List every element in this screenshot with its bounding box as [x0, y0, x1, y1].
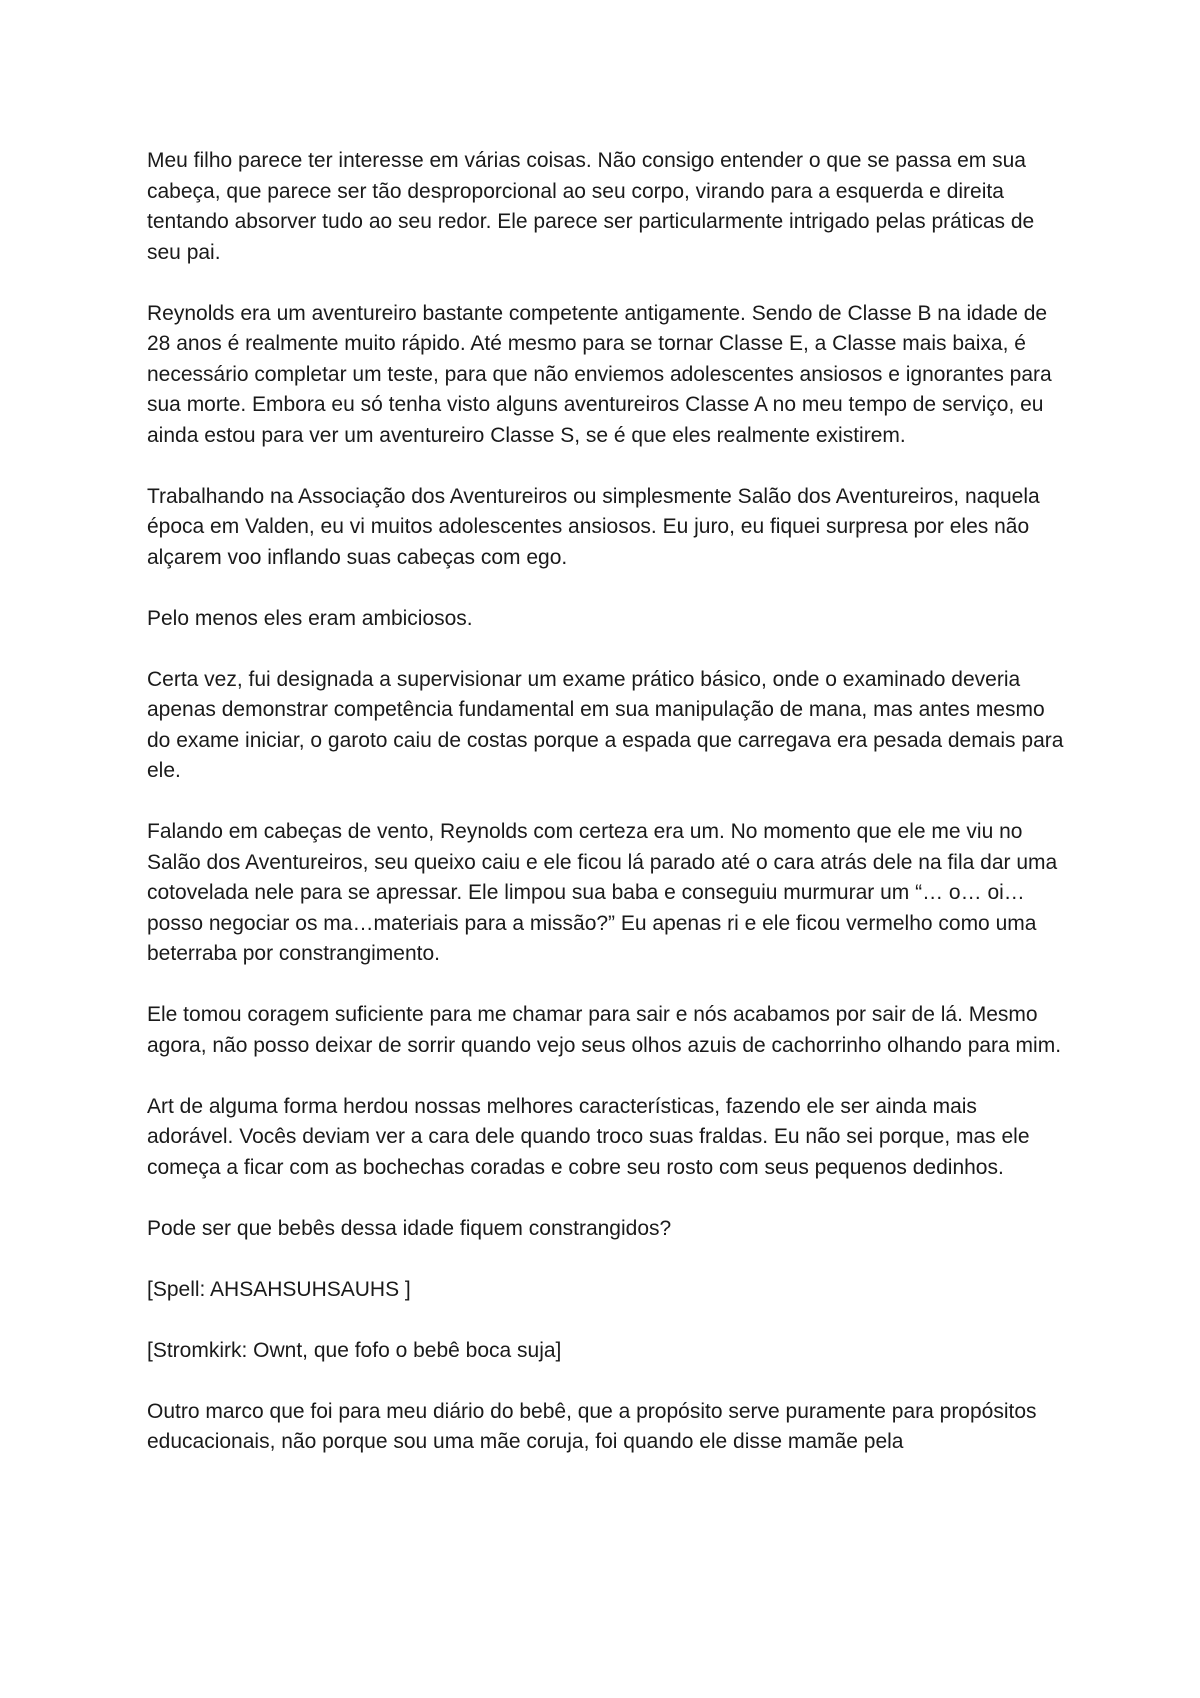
paragraph-12: Outro marco que foi para meu diário do bebê, que a propósito serve puramente para propósitos educacionais, não porque sou uma mãe coruja, foi quando ele disse mamãe pela: [147, 1399, 1037, 1453]
paragraph-1: Meu filho parece ter interesse em várias coisas. Não consigo entender o que se passa em sua cabeça, que parece ser tão desproporcional ao seu corpo, virando para a esquerda e direita tentando absorver tudo ao seu redor. Ele parece ser particularmente intrigado pelas práticas de seu pai.: [147, 149, 1035, 264]
paragraph-6: Falando em cabeças de vento, Reynolds com certeza era um. No momento que ele me viu no Salão dos Aventureiros, seu queixo caiu e ele ficou lá parado até o cara atrás dele na fila dar uma cotovelada nele para se apressar. Ele limpou sua baba e conseguiu murmurar um “… o… oi… posso negociar os ma…materiais para a missão?” Eu apenas ri e ele ficou vermelho como uma beterraba por constrangimento.: [147, 820, 1058, 965]
paragraph-7: Ele tomou coragem suficiente para me chamar para sair e nós acabamos por sair de lá. Mesmo agora, não posso deixar de sorrir quando vejo seus olhos azuis de cachorrinho olhando para mim.: [147, 1003, 1062, 1057]
document-body: [147, 146, 1067, 1458]
paragraph-2: Reynolds era um aventureiro bastante competente antigamente. Sendo de Classe B na idade de 28 anos é realmente muito rápido. Até mesmo para se tornar Classe E, a Classe mais baixa, é necessário completar um teste, para que não enviemos adolescentes ansiosos e ignorantes para sua morte. Embora eu só tenha visto alguns aventureiros Classe A no meu tempo de serviço, eu ainda estou para ver um aventureiro Classe S, se é que eles realmente existirem.: [147, 301, 1052, 447]
stromkirk-note: [Stromkirk: Ownt, que fofo o bebê boca suja]: [147, 1338, 562, 1362]
paragraph-8: Art de alguma forma herdou nossas melhores características, fazendo ele ser ainda mais adorável. Vocês deviam ver a cara dele quando troco suas fraldas. Eu não sei porque, mas ele começa a ficar com as bochechas coradas e cobre seu rosto com seus pequenos dedinhos.: [147, 1094, 1030, 1179]
paragraph-5: Certa vez, fui designada a supervisionar um exame prático básico, onde o examinado deveria apenas demonstrar competência fundamental em sua manipulação de mana, mas antes mesmo do exame iniciar, o garoto caiu de costas porque a espada que carregava era pesada demais para ele.: [147, 667, 1064, 782]
paragraph-3: Trabalhando na Associação dos Aventureiros ou simplesmente Salão dos Aventureiros, naquela época em Valden, eu vi muitos adolescentes ansiosos. Eu juro, eu fiquei surpresa por eles não alçarem voo inflando suas cabeças com ego.: [147, 484, 1040, 569]
paragraph-4: Pelo menos eles eram ambiciosos.: [147, 606, 473, 630]
spell-note: [Spell: AHSAHSUHSAUHS ]: [147, 1277, 411, 1301]
paragraph-9: Pode ser que bebês dessa idade fiquem constrangidos?: [147, 1216, 672, 1240]
